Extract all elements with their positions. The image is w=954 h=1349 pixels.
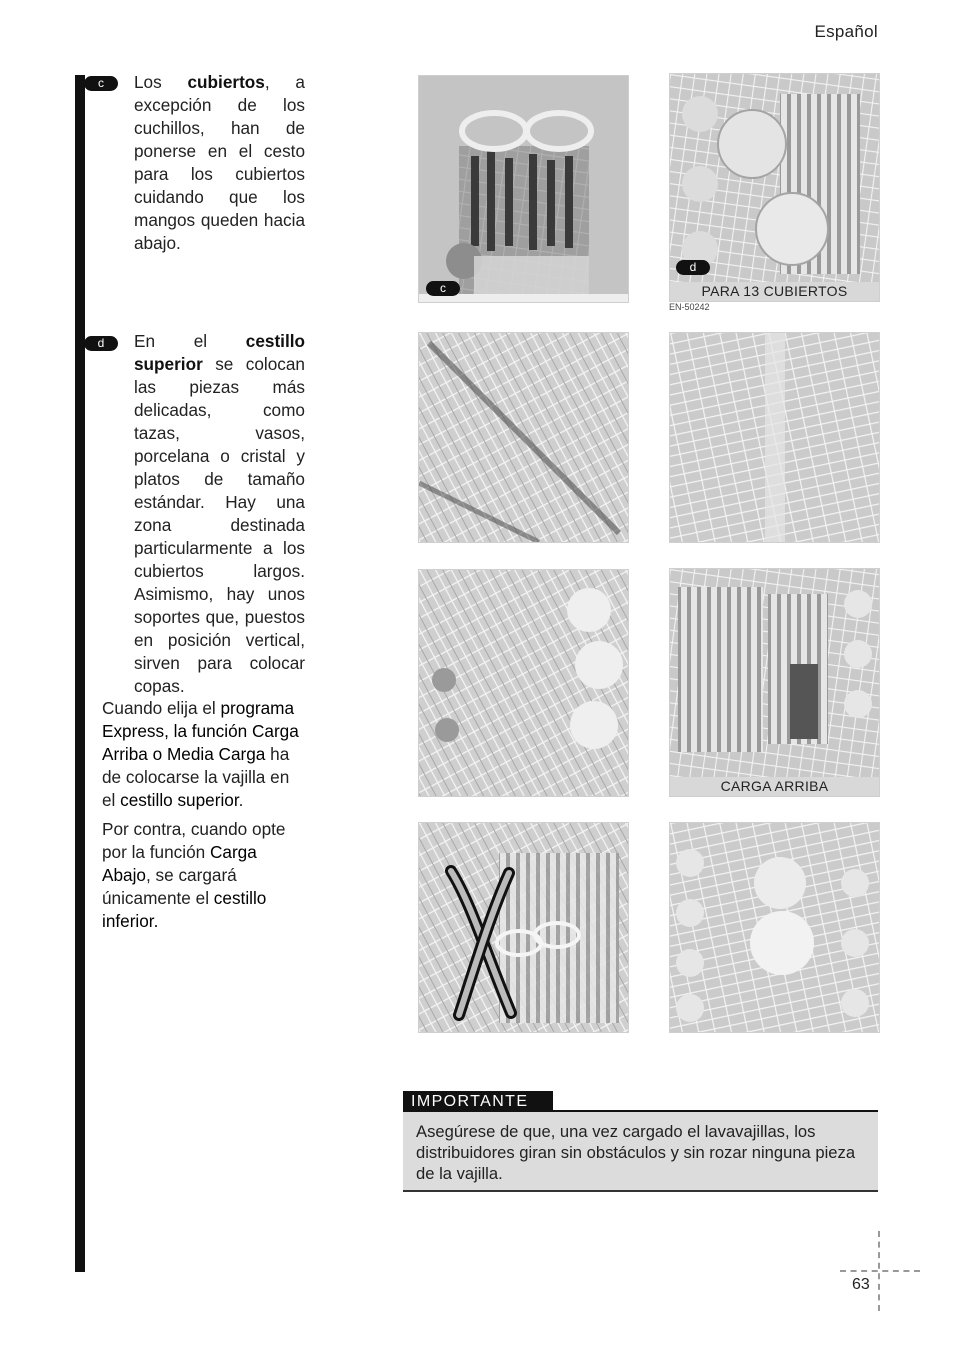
rack-detail-illustration-2 [670, 333, 879, 542]
photo-rack-glasses [418, 569, 629, 797]
photo-correct-loading [669, 822, 880, 1033]
cutlery-basket-illustration [419, 76, 628, 302]
photo-rack-detail-2 [669, 332, 880, 543]
section-d-text-after: se colocan las piezas más delicadas, como tazas, vasos, porcelana o cristal y platos de tamaño estándar. Hay una zona destinada particularmente a los cubiertos largos. Asimismo, hay unos soportes que, puestos en posición vertical, sirven para colocar copas. [134, 354, 305, 696]
notes-block [102, 697, 305, 933]
important-box [403, 1112, 878, 1192]
note2-highlight-1: Carga Abajo [102, 842, 257, 885]
correct-loading-illustration [670, 823, 879, 1032]
crop-mark-horizontal [840, 1270, 920, 1273]
photo-badge-d: d [676, 260, 710, 275]
rack-glasses-illustration [419, 570, 628, 796]
important-text: Asegúrese de que, una vez cargado el lavavajillas, los distribuidores giran sin obstáculos y sin rozar ninguna pieza de la vajilla. [416, 1122, 856, 1183]
caption-13-place-settings: PARA 13 CUBIERTOS [670, 282, 879, 301]
photo-carga-arriba [669, 568, 880, 797]
language-label: Español [814, 22, 878, 41]
important-label: IMPORTANTE [403, 1091, 553, 1111]
carga-arriba-illustration [670, 569, 879, 777]
section-d-text-before: En el [134, 331, 246, 351]
section-badge-d: d [84, 336, 118, 351]
note2-text-1: Por contra, cuando opte por la función [102, 819, 286, 862]
note1-text-3: . [238, 790, 244, 810]
note2-text-2: , se cargará únicamente el [102, 865, 237, 908]
section-c-text [134, 71, 305, 255]
cross-mark-icon [441, 863, 521, 1023]
section-d-bold: cestillo superior [134, 331, 305, 374]
photo-badge-c: c [426, 281, 460, 296]
margin-bar [75, 75, 85, 1272]
standard-code: EN-50242 [669, 302, 710, 312]
page-number: 63 [852, 1276, 870, 1293]
section-c-text-before: Los [134, 72, 188, 92]
note1-highlight-1: programa Express, la función Carga Arriba o Media Carga [102, 698, 299, 764]
note1-highlight-2: cestillo superior [120, 790, 239, 810]
note2-highlight-2: cestillo inferior. [102, 888, 267, 931]
section-c-bold: cubiertos [187, 72, 265, 92]
photo-rack-detail-1 [418, 332, 629, 543]
photo-cutlery-basket [418, 75, 629, 303]
note-paragraph-1 [102, 697, 305, 812]
caption-carga-arriba: CARGA ARRIBA [670, 777, 879, 796]
note1-text-1: Cuando elija el [102, 698, 221, 718]
photo-upper-rack-13 [669, 73, 880, 302]
section-badge-c: c [84, 76, 118, 91]
section-c-text-after: , a excepción de los cuchillos, han de ponerse en el cesto para los cubiertos cuidando que los mangos queden hacia abajo. [134, 72, 305, 253]
note1-text-2: ha de colocarse la vajilla en el [102, 744, 290, 810]
note-paragraph-2 [102, 818, 305, 933]
rack-detail-illustration-1 [419, 333, 628, 542]
section-d-text [134, 330, 305, 698]
upper-rack-illustration [670, 74, 879, 282]
photo-incorrect-loading [418, 822, 629, 1033]
